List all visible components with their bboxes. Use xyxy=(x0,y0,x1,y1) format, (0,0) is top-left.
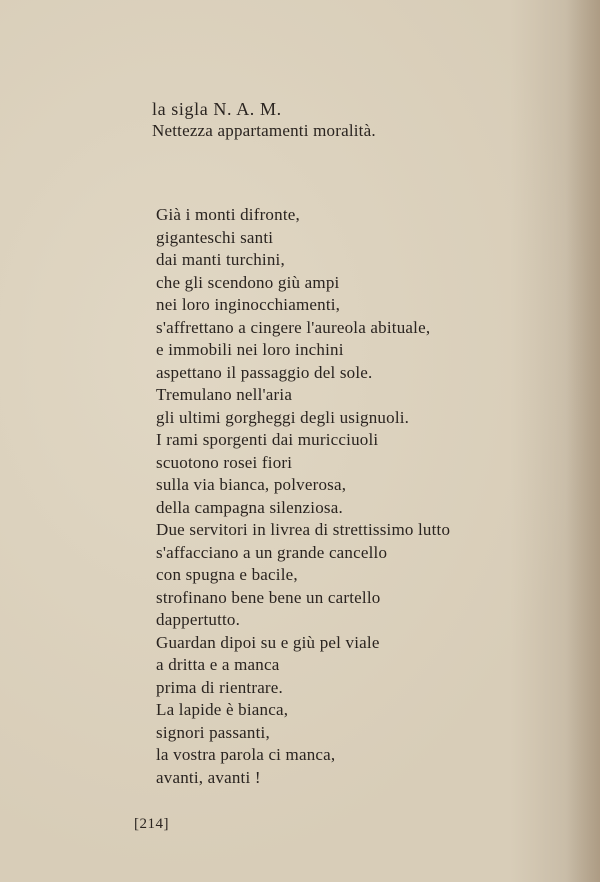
poem-line: a dritta e a manca xyxy=(156,655,280,674)
header-line: la sigla N. A. M. xyxy=(152,99,282,119)
header-block xyxy=(152,98,512,142)
poem-line: avanti, avanti ! xyxy=(156,767,261,787)
poem-line: s'affacciano a un grande cancello xyxy=(156,542,388,562)
poem-line: Guardan dipoi su e giù pel viale xyxy=(156,632,380,652)
poem-line: e immobili nei loro inchini xyxy=(156,340,344,359)
poem-line: nei loro inginocchiamenti, xyxy=(156,295,341,314)
poem-line: della campagna silenziosa. xyxy=(156,497,343,517)
poem-line: I rami sporgenti dai muricciuoli xyxy=(156,430,379,449)
poem-line: Due servitori in livrea di strettissimo lutto xyxy=(156,520,451,539)
poem-line: s'affrettano a cingere l'aureola abituale, xyxy=(156,317,431,337)
page-number: [214] xyxy=(134,816,169,832)
poem-line: signori passanti, xyxy=(156,722,270,742)
poem-text xyxy=(156,204,536,789)
poem-line: Tremulano nell'aria xyxy=(156,385,293,404)
poem-line: giganteschi santi xyxy=(156,227,274,247)
poem-line: che gli scendono giù ampi xyxy=(156,272,340,292)
header-line: Nettezza appartamenti moralità. xyxy=(152,121,376,140)
poem-line: strofinano bene bene un cartello xyxy=(156,587,381,607)
poem-line: con spugna e bacile, xyxy=(156,565,298,584)
poem-line: sulla via bianca, polverosa, xyxy=(156,475,347,494)
poem-line: dai manti turchini, xyxy=(156,250,285,269)
poem-line: dappertutto. xyxy=(156,610,241,629)
poem-line: Già i monti difronte, xyxy=(156,205,300,224)
poem-line: la vostra parola ci manca, xyxy=(156,745,336,764)
poem-line: aspettano il passaggio del sole. xyxy=(156,362,373,382)
poem-line: prima di rientrare. xyxy=(156,677,283,697)
poem-line: scuotono rosei fiori xyxy=(156,452,293,472)
page-edge-shadow xyxy=(566,0,600,882)
poem-line: gli ultimi gorgheggi degli usignuoli. xyxy=(156,407,410,427)
poem-line: La lapide è bianca, xyxy=(156,700,289,719)
